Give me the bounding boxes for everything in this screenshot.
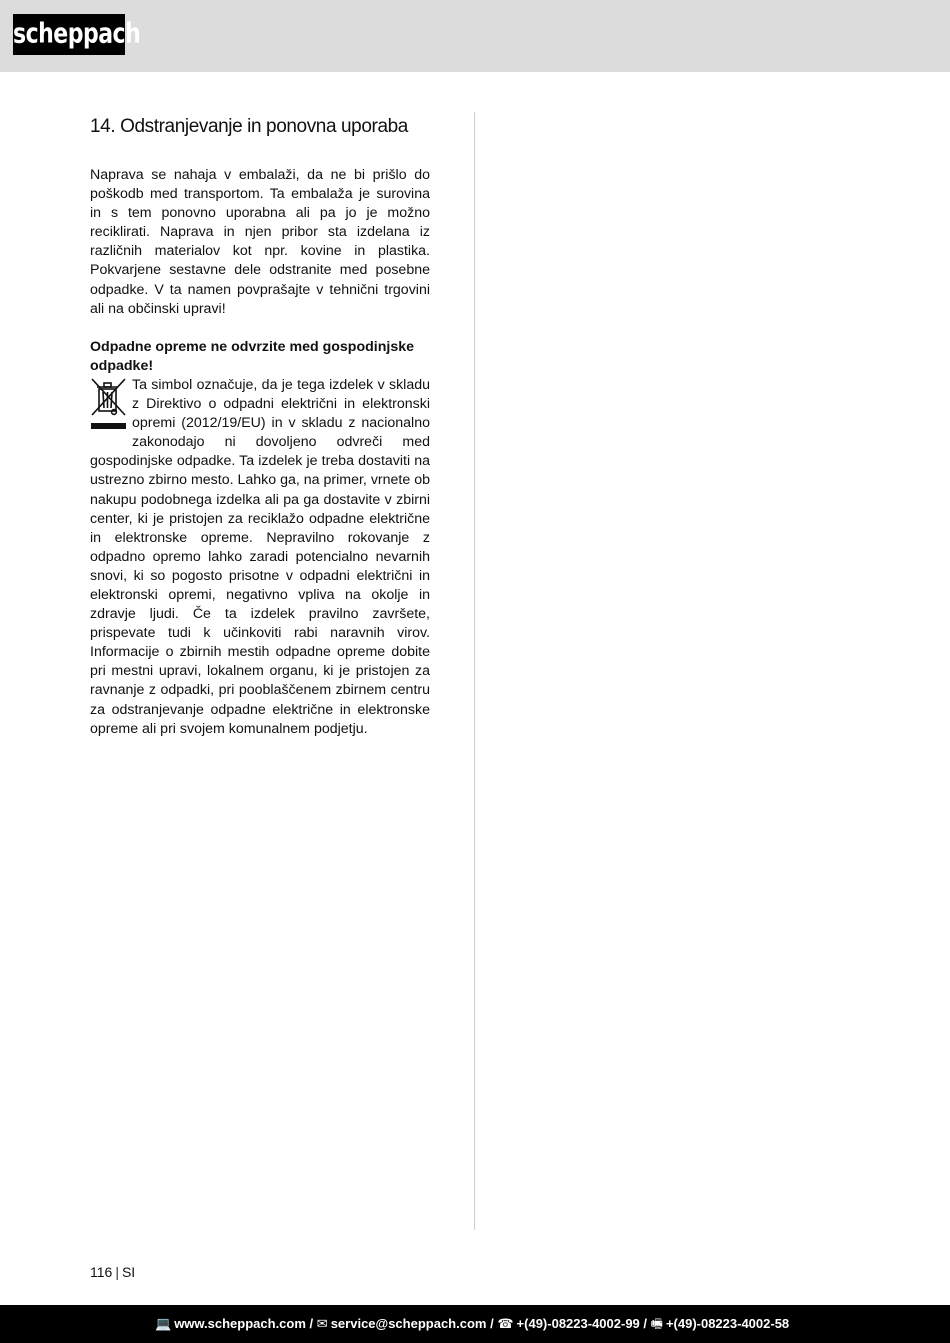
- footer-separator: /: [490, 1316, 494, 1331]
- footer-separator: /: [309, 1316, 314, 1331]
- warning-title: Odpadne opreme ne odvrzite med gospodinjske odpadke!: [90, 338, 415, 374]
- column-divider: [474, 112, 475, 1230]
- footer-separator: /: [643, 1316, 648, 1331]
- page-language: SI: [121, 1264, 136, 1280]
- footer-fax: +(49)-08223-4002-58: [665, 1316, 790, 1331]
- fax-icon: 🖷: [650, 1316, 663, 1331]
- scheppach-logo: [13, 14, 141, 55]
- phone-icon: ☎: [497, 1316, 514, 1331]
- footer-website[interactable]: www.scheppach.com: [174, 1316, 306, 1331]
- computer-icon: 💻: [155, 1316, 172, 1331]
- logo-text: scheppach: [13, 18, 141, 51]
- weee-paragraph: Ta simbol označuje, da je tega izdelek v skladu z Direktivo o odpadni električni in elektronski opremi (2012/19/EU) in v skladu z nacionalno zakonodajo ni dovoljeno odvreči med gospodinjske odpadke. Ta izdelek je treba dostaviti na ustrezno zbirno mesto. Lahko ga, na primer, vrnete ob nakupu podobnega izdelka ali pa ga dostavite v zbirni center, ki je pristojen za reciklažo odpadne električne in elektronske opreme. Nepravilno rokovanje z odpadno opremo lahko zaradi potencialno nevarnih snovi, ki so pogosto prisotne v odpadni električni in elektronski opremi, negativno vpliva na okolje in zdravje ljudi. Če ta izdelek pravilno završete, prispevate tudi k učinkoviti rabi naravnih virov. Informacije o zbirnih mestih odpadne opreme dobite pri mestni upravi, lokalnem organu, ki je pristojen za ravnanje z odpadki, pri pooblaščenem zbirnem centru za odstranjevanje odpadne električne in elektronske opreme ali pri svojem komunalnem podjetju.: [90, 376, 430, 737]
- section-heading: 14. Odstranjevanje in ponovna uporaba: [90, 116, 408, 137]
- envelope-icon: ✉: [316, 1316, 328, 1331]
- page-number-value: 116: [90, 1264, 113, 1280]
- page-header: [0, 0, 950, 72]
- crossed-out-wheelie-bin-icon: [90, 377, 128, 437]
- footer-email[interactable]: service@scheppach.com: [330, 1316, 487, 1331]
- footer-phone: +(49)-08223-4002-99: [516, 1316, 640, 1331]
- left-column: [90, 114, 430, 739]
- page-number: 116 | SI: [90, 1264, 136, 1280]
- footer-contact-line: [155, 1315, 789, 1337]
- page-footer: [0, 1305, 950, 1343]
- packaging-paragraph: Naprava se nahaja v embalaži, da ne bi prišlo do poškodb med transportom. Ta embalaža je surovina in s tem ponovno uporabna ali pa jo je možno reciklirati. Naprava in njen pribor sta izdelana iz različnih materialov kot npr. kovine in plastika. Pokvarjene sestavne dele odstranite med posebne odpadke. V ta namen povprašajte v tehnični trgovini ali na občinski upravi!: [90, 167, 430, 317]
- weee-paragraph-block: [90, 376, 430, 739]
